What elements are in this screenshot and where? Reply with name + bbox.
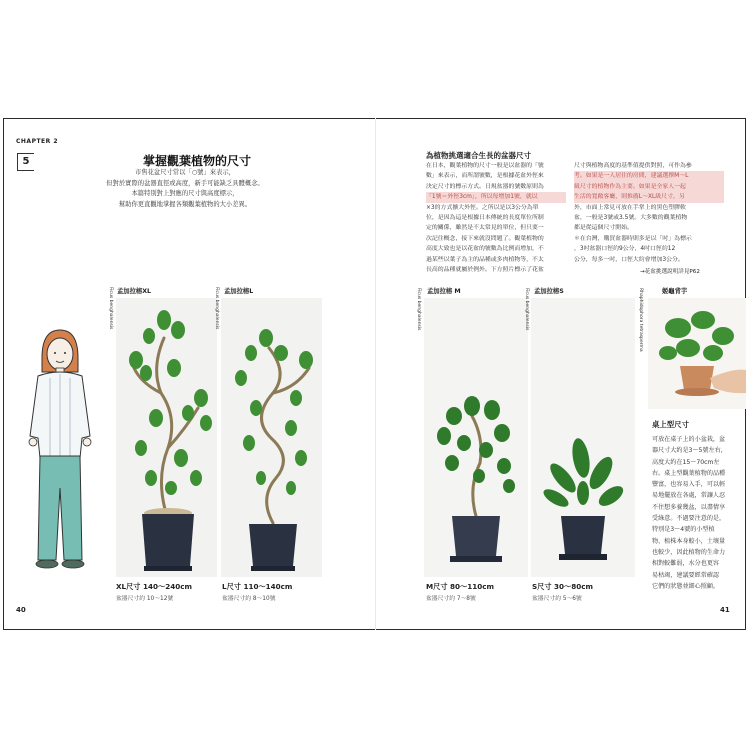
body-line: 位，是因為這是根據日本傳統的長度單位所制 (426, 215, 544, 222)
reference-note: →花盆挑選說明詳見P62 (640, 269, 700, 275)
intro-line: 但對於實際的盆器直徑或高度，新手可能缺乏具體概念。 (106, 179, 264, 187)
intro-text (100, 168, 270, 211)
plant-latin-name: Ficus benghalensis (214, 287, 219, 330)
pot-size-label: 盆器尺寸約 8～10號 (222, 596, 276, 602)
body-column-b (574, 161, 724, 265)
body-line: 外，市面上常見可放在手掌上的黑色塑膠軟 (574, 204, 686, 211)
desk-line: 高度大約在15～70cm左 (652, 458, 720, 466)
desk-line: 可放在桌子上的小盆栽，盆 (652, 436, 726, 443)
body-line: 尺寸與植物高度的基準值提供對照，可作為參 (574, 163, 692, 169)
plant-caption: 孟加拉榕 M (427, 288, 461, 295)
body-line: 都是從這個尺寸開始。 (574, 225, 633, 232)
plant-caption: 孟加拉榕S (534, 288, 564, 295)
plant-latin-name: Ficus benghalensis (524, 288, 529, 331)
pot-size-label: 盆器尺寸約 10～12號 (116, 596, 174, 602)
desk-line: 它們的狀態並細心照顧。 (652, 582, 720, 590)
body-column-a (426, 161, 566, 275)
tabletop-size-title: 桌上型尺寸 (652, 420, 689, 429)
intro-line: 幫助你更直觀地掌握各類觀葉植物的大小差異。 (118, 201, 252, 209)
body-line: ×3的方式擴大外徑。之所以是以3公分為單 (426, 204, 539, 211)
plant-photo-l (221, 298, 322, 577)
highlighted-line: 生活的寬敞客廳，則推薦L～XL級尺寸，另 (574, 192, 724, 202)
body-line: 盆，一般是3號或3.5號。大多數的觀葉植物 (574, 215, 688, 222)
plant-caption: 孟加拉榕XL (117, 288, 152, 295)
body-line: 過某些以葉子為主的品種或多肉植物等，不太 (426, 256, 544, 263)
pot-size-label: 盆器尺寸約 5～6號 (532, 596, 582, 602)
size-label: XL尺寸 140～240cm (116, 582, 192, 591)
chapter-number: 5 (17, 153, 34, 171)
size-label: M尺寸 80～110cm (426, 582, 494, 591)
tabletop-description (652, 434, 736, 592)
size-label: L尺寸 110～140cm (222, 582, 293, 591)
body-line: ＊在台灣，購買盆器時則多是以「吋」為標示 (574, 235, 692, 242)
body-line: ，3吋盆器口徑約9公分，4吋口徑約12 (574, 246, 676, 253)
page-number-left: 40 (16, 606, 26, 614)
size-label: S尺寸 30～80cm (532, 582, 593, 591)
page-gutter (375, 118, 376, 630)
body-line: 高度大致也是以花盆的號數為比例而增加，不 (426, 246, 544, 253)
plant-photo-xl (116, 298, 217, 577)
fig-s-image (531, 298, 635, 577)
desk-line: 易枯竭，建議要經常確認 (652, 571, 720, 579)
desk-line: 豐富，也容易入手，可以輕 (652, 481, 726, 489)
plant-latin-name: Rhaphidophora tetrasperma (638, 288, 643, 352)
desk-line: 物，植株本身較小，土壤量 (652, 537, 726, 545)
section-title: 為植物挑選適合生長的盆器尺寸 (426, 151, 531, 160)
desk-line: 不住想多養幾盆，以盡情享 (652, 503, 726, 511)
plant-latin-name: Ficus benghalensis (416, 288, 421, 331)
desk-line: 相對較難弱，水分也更容 (652, 560, 720, 568)
desk-line: 器尺寸大約是3～5號左右， (652, 447, 727, 455)
plant-photo-m (424, 298, 528, 577)
monstera-image (648, 298, 746, 409)
plant-caption: 姬龜背芋 (662, 288, 688, 295)
plant-latin-name: Ficus benghalensis (108, 287, 113, 330)
body-line: 決定尺寸的標示方式。日規盆器的號數原則為 (426, 183, 544, 190)
tabletop-plant-photo (648, 298, 746, 409)
desk-line: 特別是3～4號的小型植 (652, 526, 715, 534)
highlighted-line: 「1號＝外徑3cm」，所以每增加1號，就以 (426, 192, 566, 202)
plant-photo-s (531, 298, 635, 577)
fig-xl-image (116, 298, 217, 577)
page-title: 掌握觀葉植物的尺寸 (143, 154, 252, 168)
plant-caption: 孟加拉榕L (224, 288, 254, 295)
body-line: 定的關係，雖然是不太常見的單位，但只要一 (426, 225, 544, 232)
highlighted-line: 級尺寸的植物作為主要。如果是全家人一起 (574, 182, 724, 192)
desk-line: 易地擺放在各處，常讓人忍 (652, 492, 726, 500)
desk-line: 也較少，因此植物的生命力 (652, 548, 726, 556)
page-number-right: 41 (720, 606, 730, 614)
highlighted-line: 考。如果是一人居住的房間，建議選擇M～L (574, 171, 724, 181)
fig-m-image (424, 298, 528, 577)
body-line: 公分，每多一吋，口徑大約會增加3公分。 (574, 256, 684, 263)
fig-l-image (221, 298, 322, 577)
pot-size-label: 盆器尺寸約 7～8號 (426, 596, 476, 602)
desk-line: 右。桌上型觀葉植物的品種 (652, 469, 726, 477)
body-line: 長高的品種就屬於例外。下方照片標示了花盆 (426, 267, 544, 274)
body-line: 在日本，觀葉植物的尺寸一般是以盆器的「號 (426, 163, 544, 169)
intro-line: 本篇特別對上對應的尺寸與高度標示， (131, 190, 239, 198)
person-illustration (20, 328, 98, 576)
chapter-label: CHAPTER 2 (16, 138, 59, 145)
intro-line: 市售花盆尺寸常以「○號」來表示， (135, 169, 235, 176)
desk-line: 受綠意。不過要注意的是， (652, 515, 726, 523)
body-line: 次記住概念，接下來就沒問題了。觀葉植物的 (426, 235, 544, 242)
body-line: 數」來表示，而所謂號數，是根據花盆外徑來 (426, 173, 544, 180)
